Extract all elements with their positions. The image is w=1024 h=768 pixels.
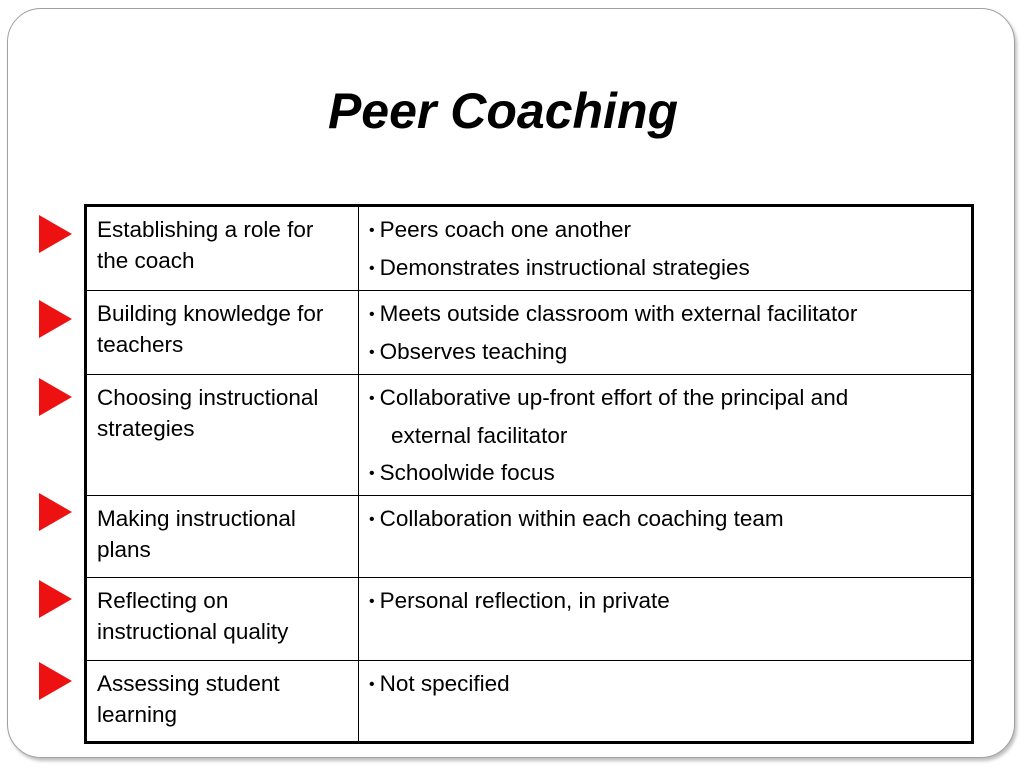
table-row xyxy=(86,578,973,661)
red-arrow-icon xyxy=(39,662,72,700)
bullet-item: • Collaborative up-front effort of the principal and xyxy=(369,385,849,410)
bullet-icon: • xyxy=(369,306,375,323)
row-details xyxy=(359,661,973,743)
red-arrow-icon xyxy=(39,215,72,253)
bullet-item: • Not specified xyxy=(369,671,510,696)
bullet-item: • Personal reflection, in private xyxy=(369,588,670,613)
bullet-continuation: external facilitator xyxy=(391,423,568,448)
row-label: Building knowledge for teachers xyxy=(86,291,359,375)
red-arrow-icon xyxy=(39,300,72,338)
table-row xyxy=(86,661,973,743)
row-label: Establishing a role for the coach xyxy=(86,206,359,291)
row-details xyxy=(359,496,973,578)
bullet-item: • Demonstrates instructional strategies xyxy=(369,255,750,280)
table-row xyxy=(86,375,973,496)
bullet-item: • Meets outside classroom with external facilitator xyxy=(369,301,858,326)
bullet-item: • Peers coach one another xyxy=(369,217,632,242)
red-arrow-icon xyxy=(39,493,72,531)
bullet-icon: • xyxy=(369,676,375,693)
table-row xyxy=(86,496,973,578)
red-arrow-icon xyxy=(39,378,72,416)
peer-coaching-table xyxy=(84,204,974,744)
red-arrow-icon xyxy=(39,580,72,618)
row-details xyxy=(359,578,973,661)
row-label: Making instructional plans xyxy=(86,496,359,578)
bullet-icon: • xyxy=(369,465,375,482)
bullet-icon: • xyxy=(369,260,375,277)
bullet-item: • Observes teaching xyxy=(369,339,568,364)
slide-title: Peer Coaching xyxy=(327,83,679,139)
bullet-icon: • xyxy=(369,593,375,610)
row-details xyxy=(359,375,973,496)
bullet-item: • Schoolwide focus xyxy=(369,460,555,485)
row-details xyxy=(359,291,973,375)
bullet-icon: • xyxy=(369,344,375,361)
row-label: Reflecting on instructional quality xyxy=(86,578,359,661)
row-details xyxy=(359,206,973,291)
table-row xyxy=(86,291,973,375)
bullet-icon: • xyxy=(369,222,375,239)
bullet-icon: • xyxy=(369,511,375,528)
row-label: Assessing student learning xyxy=(86,661,359,743)
table-row xyxy=(86,206,973,291)
bullet-item: • Collaboration within each coaching team xyxy=(369,506,784,531)
row-label: Choosing instructional strategies xyxy=(86,375,359,496)
bullet-icon: • xyxy=(369,390,375,407)
